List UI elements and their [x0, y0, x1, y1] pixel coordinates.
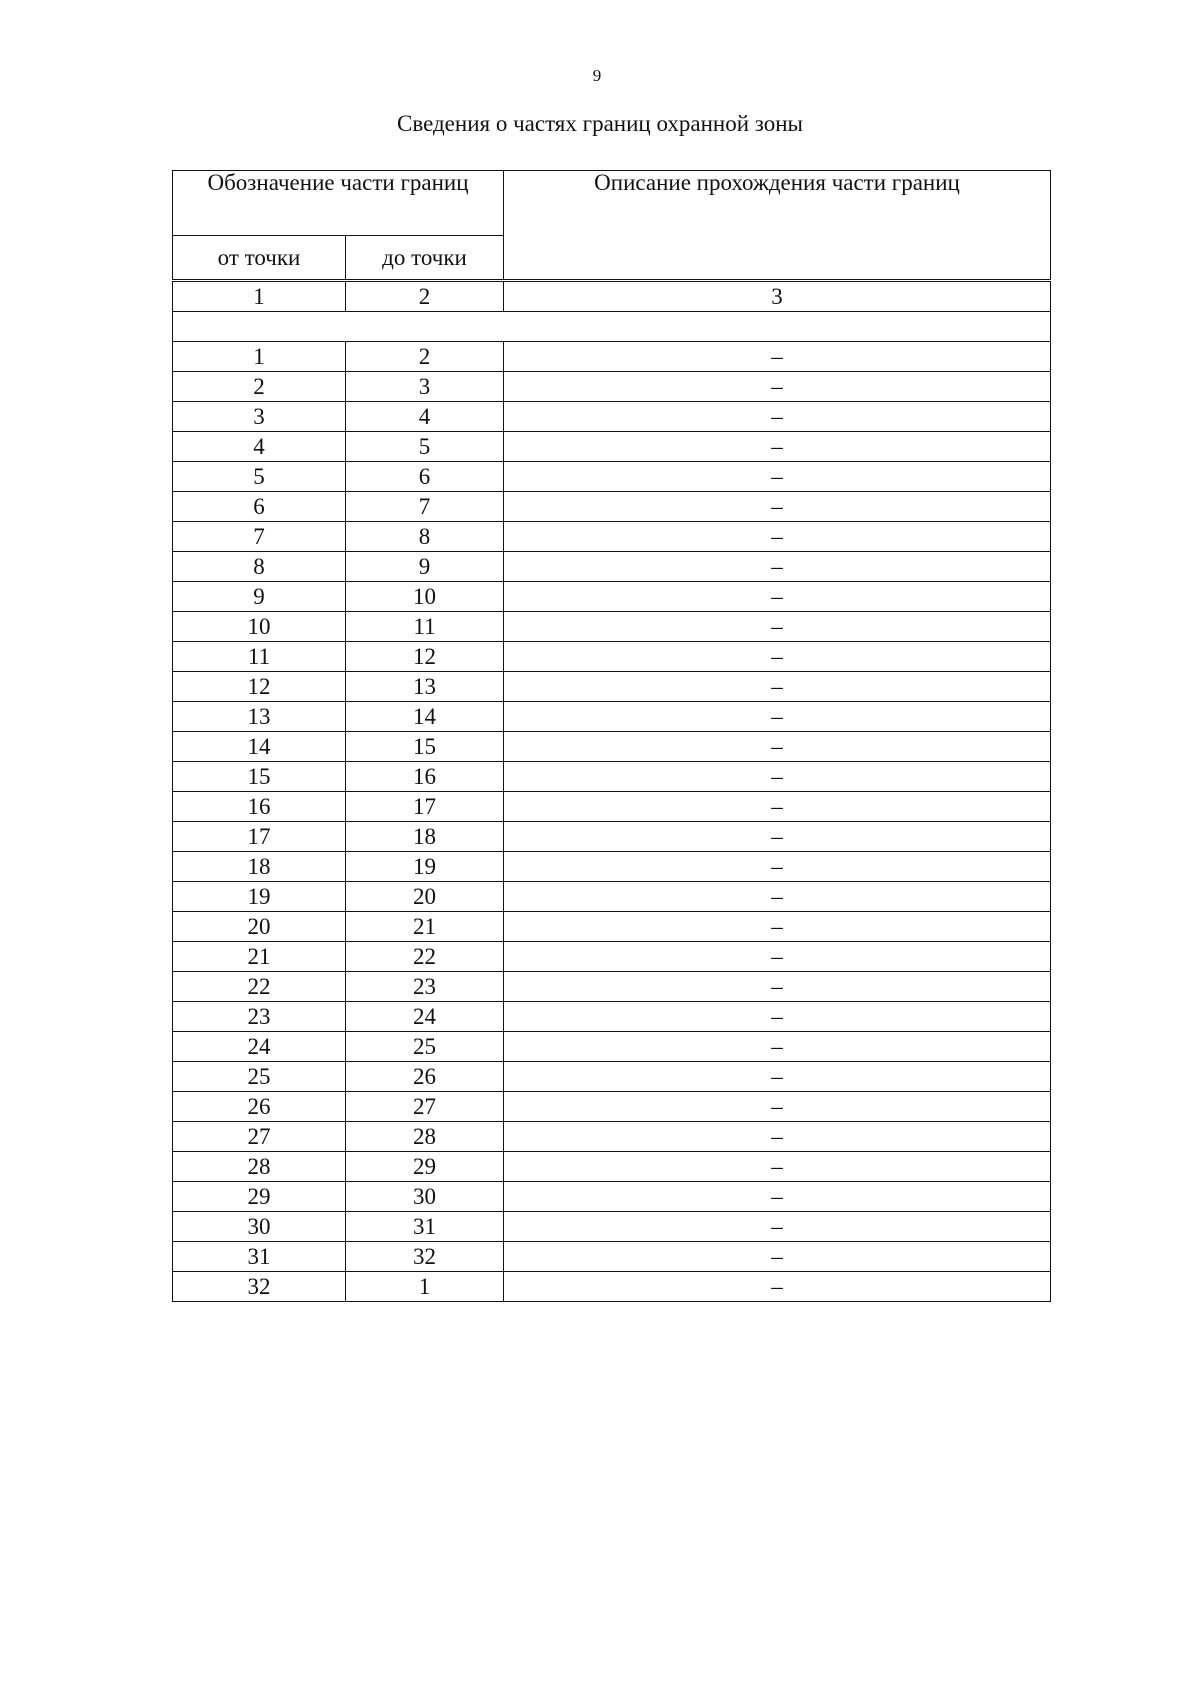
cell-to: 21: [346, 912, 504, 942]
table-row: [173, 1002, 1051, 1032]
empty-cell: [173, 312, 1051, 342]
cell-description: –: [504, 1092, 1051, 1122]
cell-from: 31: [173, 1242, 346, 1272]
table-row: [173, 612, 1051, 642]
cell-description: –: [504, 702, 1051, 732]
cell-to: 31: [346, 1212, 504, 1242]
cell-description: –: [504, 1062, 1051, 1092]
cell-description: –: [504, 1032, 1051, 1062]
table-row: [173, 432, 1051, 462]
cell-to: 7: [346, 492, 504, 522]
column-number-1: 1: [173, 282, 346, 312]
cell-from: 10: [173, 612, 346, 642]
cell-from: 5: [173, 462, 346, 492]
cell-to: 13: [346, 672, 504, 702]
cell-from: 17: [173, 822, 346, 852]
cell-to: 15: [346, 732, 504, 762]
cell-description: –: [504, 1152, 1051, 1182]
cell-description: –: [504, 1272, 1051, 1302]
column-number-2: 2: [346, 282, 504, 312]
cell-to: 26: [346, 1062, 504, 1092]
cell-to: 6: [346, 462, 504, 492]
table-row: [173, 912, 1051, 942]
cell-description: –: [504, 972, 1051, 1002]
cell-from: 1: [173, 342, 346, 372]
cell-from: 26: [173, 1092, 346, 1122]
cell-to: 29: [346, 1152, 504, 1182]
cell-from: 19: [173, 882, 346, 912]
cell-from: 20: [173, 912, 346, 942]
cell-description: –: [504, 882, 1051, 912]
table-row: [173, 762, 1051, 792]
page-number: 9: [592, 66, 602, 85]
table-row: [173, 882, 1051, 912]
table-row: [173, 732, 1051, 762]
column-number-row: [173, 282, 1051, 312]
cell-from: 12: [173, 672, 346, 702]
cell-to: 30: [346, 1182, 504, 1212]
cell-from: 8: [173, 552, 346, 582]
table-row: [173, 792, 1051, 822]
cell-from: 30: [173, 1212, 346, 1242]
header-description: Описание прохождения части границ: [504, 171, 1051, 280]
table-row: [173, 522, 1051, 552]
cell-to: 23: [346, 972, 504, 1002]
cell-description: –: [504, 732, 1051, 762]
cell-description: –: [504, 522, 1051, 552]
cell-description: –: [504, 462, 1051, 492]
table-row: [173, 672, 1051, 702]
table-row: [173, 822, 1051, 852]
cell-to: 12: [346, 642, 504, 672]
cell-from: 27: [173, 1122, 346, 1152]
table-row: [173, 642, 1051, 672]
cell-from: 28: [173, 1152, 346, 1182]
cell-to: 14: [346, 702, 504, 732]
cell-from: 13: [173, 702, 346, 732]
cell-from: 18: [173, 852, 346, 882]
cell-from: 15: [173, 762, 346, 792]
cell-description: –: [504, 612, 1051, 642]
cell-to: 17: [346, 792, 504, 822]
header-row: [173, 171, 1051, 236]
cell-to: 22: [346, 942, 504, 972]
cell-to: 25: [346, 1032, 504, 1062]
cell-to: 2: [346, 342, 504, 372]
table-row: [173, 552, 1051, 582]
cell-description: –: [504, 582, 1051, 612]
cell-from: 32: [173, 1272, 346, 1302]
document-title: Сведения о частях границ охранной зоны: [397, 111, 803, 136]
empty-row: [173, 312, 1051, 342]
table-row: [173, 1032, 1051, 1062]
cell-to: 1: [346, 1272, 504, 1302]
boundary-parts-table: [172, 170, 1051, 1302]
cell-to: 28: [346, 1122, 504, 1152]
table-row: [173, 1182, 1051, 1212]
table-row: [173, 462, 1051, 492]
cell-description: –: [504, 552, 1051, 582]
cell-from: 21: [173, 942, 346, 972]
cell-description: –: [504, 912, 1051, 942]
table-row: [173, 1062, 1051, 1092]
cell-description: –: [504, 1122, 1051, 1152]
cell-from: 3: [173, 402, 346, 432]
cell-description: –: [504, 852, 1051, 882]
cell-from: 2: [173, 372, 346, 402]
cell-from: 14: [173, 732, 346, 762]
cell-from: 16: [173, 792, 346, 822]
cell-description: –: [504, 642, 1051, 672]
header-from-point: от точки: [173, 236, 346, 280]
table-row: [173, 1092, 1051, 1122]
cell-description: –: [504, 792, 1051, 822]
column-number-3: 3: [504, 282, 1051, 312]
cell-from: 9: [173, 582, 346, 612]
cell-from: 23: [173, 1002, 346, 1032]
cell-to: 27: [346, 1092, 504, 1122]
cell-from: 29: [173, 1182, 346, 1212]
cell-description: –: [504, 342, 1051, 372]
table-row: [173, 702, 1051, 732]
cell-to: 4: [346, 402, 504, 432]
cell-description: –: [504, 1242, 1051, 1272]
cell-to: 10: [346, 582, 504, 612]
cell-description: –: [504, 492, 1051, 522]
cell-from: 4: [173, 432, 346, 462]
cell-description: –: [504, 822, 1051, 852]
cell-to: 20: [346, 882, 504, 912]
table-row: [173, 342, 1051, 372]
cell-description: –: [504, 432, 1051, 462]
cell-from: 22: [173, 972, 346, 1002]
table-row: [173, 1212, 1051, 1242]
table-row: [173, 402, 1051, 432]
table-row: [173, 492, 1051, 522]
header-to-point: до точки: [346, 236, 504, 280]
cell-to: 8: [346, 522, 504, 552]
table-row: [173, 852, 1051, 882]
cell-from: 6: [173, 492, 346, 522]
cell-description: –: [504, 372, 1051, 402]
cell-to: 16: [346, 762, 504, 792]
cell-from: 11: [173, 642, 346, 672]
table-row: [173, 972, 1051, 1002]
cell-description: –: [504, 1182, 1051, 1212]
cell-to: 18: [346, 822, 504, 852]
table-row: [173, 1152, 1051, 1182]
cell-from: 25: [173, 1062, 346, 1092]
header-designation: Обозначение части границ: [173, 171, 504, 236]
table-row: [173, 1272, 1051, 1302]
cell-to: 5: [346, 432, 504, 462]
table-row: [173, 942, 1051, 972]
cell-description: –: [504, 672, 1051, 702]
cell-description: –: [504, 762, 1051, 792]
table-row: [173, 1122, 1051, 1152]
cell-to: 19: [346, 852, 504, 882]
cell-description: –: [504, 1212, 1051, 1242]
cell-to: 11: [346, 612, 504, 642]
cell-description: –: [504, 402, 1051, 432]
table-row: [173, 582, 1051, 612]
table-row: [173, 1242, 1051, 1272]
cell-from: 24: [173, 1032, 346, 1062]
cell-to: 24: [346, 1002, 504, 1032]
cell-to: 9: [346, 552, 504, 582]
table-row: [173, 372, 1051, 402]
cell-description: –: [504, 1002, 1051, 1032]
cell-from: 7: [173, 522, 346, 552]
cell-description: –: [504, 942, 1051, 972]
cell-to: 3: [346, 372, 504, 402]
cell-to: 32: [346, 1242, 504, 1272]
